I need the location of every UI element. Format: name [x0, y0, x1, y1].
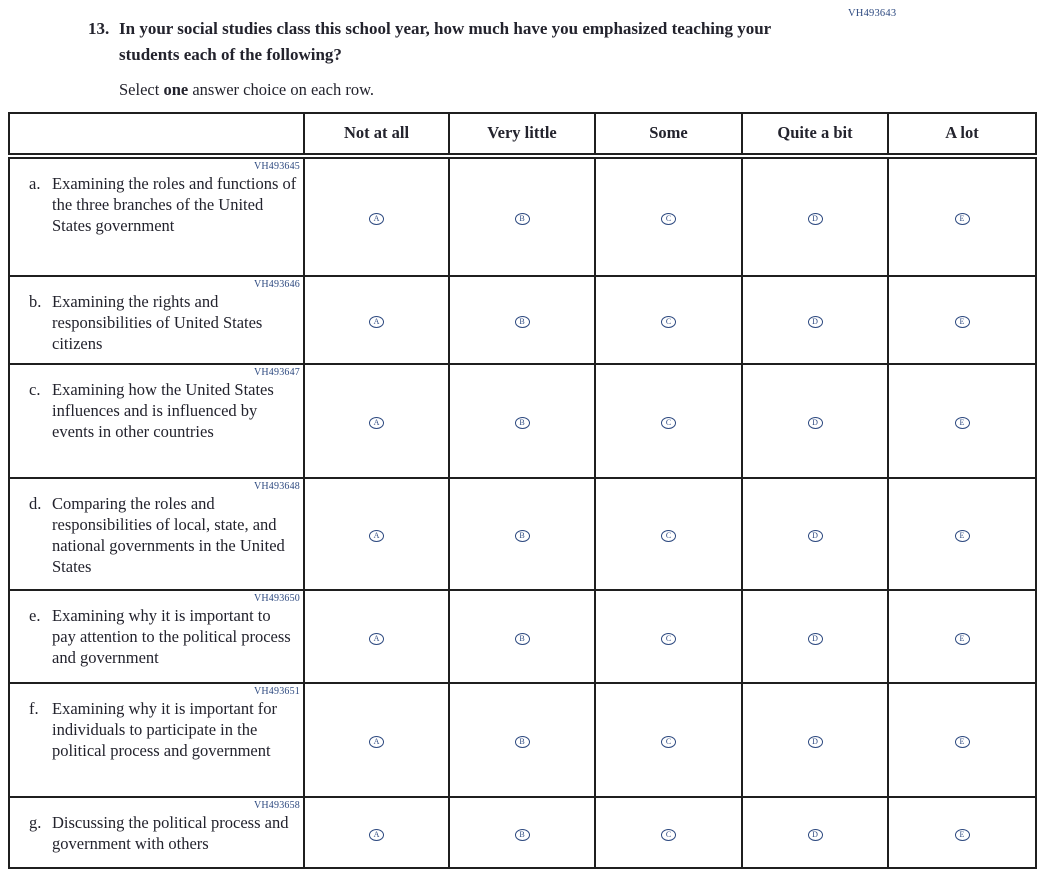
option-cell-very-little: [449, 797, 595, 868]
question-text: In your social studies class this school year, how much have you emphasized teaching your students each of the following?: [119, 19, 771, 64]
answer-bubble-c[interactable]: C: [661, 633, 676, 645]
option-cell-not-at-all: [304, 478, 449, 590]
answer-bubble-b[interactable]: B: [515, 316, 530, 328]
answer-table: [8, 112, 1037, 869]
answer-bubble-e[interactable]: E: [955, 829, 970, 841]
answer-bubble-c[interactable]: C: [661, 736, 676, 748]
row-text: Examining the roles and functions of the three branches of the United States government: [52, 174, 297, 235]
option-cell-quite-a-bit: [742, 364, 888, 478]
option-cell-quite-a-bit: [742, 478, 888, 590]
column-header-very-little: Very little: [449, 113, 595, 156]
answer-bubble-b[interactable]: B: [515, 736, 530, 748]
answer-bubble-d[interactable]: D: [808, 417, 823, 429]
option-cell-very-little: [449, 683, 595, 797]
option-cell-a-lot: [888, 590, 1036, 683]
option-cell-a-lot: [888, 797, 1036, 868]
row-code: VH493646: [253, 279, 300, 290]
table-row-g: [9, 797, 1036, 868]
table-row-f: [9, 683, 1036, 797]
option-cell-quite-a-bit: [742, 683, 888, 797]
option-cell-not-at-all: [304, 797, 449, 868]
row-label-cell: [9, 590, 304, 683]
answer-bubble-c[interactable]: C: [661, 530, 676, 542]
option-cell-very-little: [449, 478, 595, 590]
row-label-column-header: [9, 113, 304, 156]
answer-bubble-a[interactable]: A: [369, 213, 384, 225]
option-cell-some: [595, 683, 742, 797]
answer-bubble-d[interactable]: D: [808, 736, 823, 748]
instruction-bold-word: one: [163, 80, 189, 99]
option-cell-quite-a-bit: [742, 590, 888, 683]
row-letter: e.: [29, 606, 41, 625]
option-cell-a-lot: [888, 364, 1036, 478]
row-label-cell: [9, 156, 304, 276]
answer-bubble-e[interactable]: E: [955, 530, 970, 542]
instruction-suffix: answer choice on each row.: [188, 80, 375, 99]
answer-bubble-a[interactable]: A: [369, 633, 384, 645]
option-cell-not-at-all: [304, 683, 449, 797]
option-cell-not-at-all: [304, 590, 449, 683]
answer-bubble-d[interactable]: D: [808, 829, 823, 841]
row-text: Examining how the United States influences and is influenced by events in other countries: [52, 380, 274, 441]
answer-bubble-b[interactable]: B: [515, 829, 530, 841]
row-letter: a.: [29, 174, 41, 193]
table-row-a: [9, 156, 1036, 276]
answer-bubble-c[interactable]: C: [661, 213, 676, 225]
table-row-c: [9, 364, 1036, 478]
row-label-cell: [9, 478, 304, 590]
answer-bubble-a[interactable]: A: [369, 417, 384, 429]
column-header-some: Some: [595, 113, 742, 156]
question-number: 13.: [88, 19, 110, 38]
row-code: VH493650: [253, 593, 300, 604]
answer-bubble-a[interactable]: A: [369, 530, 384, 542]
answer-bubble-d[interactable]: D: [808, 213, 823, 225]
option-cell-a-lot: [888, 683, 1036, 797]
option-cell-quite-a-bit: [742, 276, 888, 364]
row-text: Examining why it is important for individuals to participate in the political process and government: [52, 699, 278, 760]
answer-bubble-e[interactable]: E: [955, 633, 970, 645]
option-cell-quite-a-bit: [742, 156, 888, 276]
row-code: VH493658: [253, 800, 300, 811]
option-cell-not-at-all: [304, 364, 449, 478]
question-instruction: [119, 79, 828, 101]
answer-bubble-e[interactable]: E: [955, 213, 970, 225]
option-cell-some: [595, 276, 742, 364]
row-label-cell: [9, 276, 304, 364]
answer-bubble-d[interactable]: D: [808, 633, 823, 645]
answer-bubble-c[interactable]: C: [661, 417, 676, 429]
row-letter: g.: [29, 813, 42, 832]
row-code: VH493647: [253, 367, 300, 378]
row-text: Examining why it is important to pay attention to the political process and government: [52, 606, 291, 667]
answer-bubble-b[interactable]: B: [515, 213, 530, 225]
table-row-e: [9, 590, 1036, 683]
table-row-b: [9, 276, 1036, 364]
option-cell-not-at-all: [304, 276, 449, 364]
answer-bubble-a[interactable]: A: [369, 736, 384, 748]
option-cell-very-little: [449, 590, 595, 683]
column-header-quite-a-bit: Quite a bit: [742, 113, 888, 156]
option-cell-some: [595, 364, 742, 478]
header-row: [9, 113, 1036, 156]
answer-bubble-b[interactable]: B: [515, 633, 530, 645]
row-letter: f.: [29, 699, 39, 718]
option-cell-very-little: [449, 156, 595, 276]
row-code: VH493645: [253, 161, 300, 172]
question-block: [88, 16, 828, 101]
row-letter: b.: [29, 292, 42, 311]
answer-bubble-b[interactable]: B: [515, 530, 530, 542]
answer-bubble-c[interactable]: C: [661, 316, 676, 328]
option-cell-very-little: [449, 364, 595, 478]
answer-bubble-e[interactable]: E: [955, 316, 970, 328]
row-text: Discussing the political process and government with others: [52, 813, 289, 853]
option-cell-a-lot: [888, 478, 1036, 590]
answer-bubble-e[interactable]: E: [955, 736, 970, 748]
row-label-cell: [9, 797, 304, 868]
instruction-prefix: Select: [119, 80, 164, 99]
row-letter: d.: [29, 494, 42, 513]
option-cell-not-at-all: [304, 156, 449, 276]
answer-bubble-e[interactable]: E: [955, 417, 970, 429]
option-cell-quite-a-bit: [742, 797, 888, 868]
form-code: VH493643: [848, 8, 897, 19]
table-row-d: [9, 478, 1036, 590]
row-label-cell: [9, 683, 304, 797]
row-code: VH493648: [253, 481, 300, 492]
option-cell-some: [595, 797, 742, 868]
option-cell-a-lot: [888, 156, 1036, 276]
answer-bubble-a[interactable]: A: [369, 316, 384, 328]
column-header-not-at-all: Not at all: [304, 113, 449, 156]
answer-bubble-c[interactable]: C: [661, 829, 676, 841]
answer-bubble-d[interactable]: D: [808, 530, 823, 542]
option-cell-some: [595, 156, 742, 276]
row-code: VH493651: [253, 686, 300, 697]
answer-bubble-a[interactable]: A: [369, 829, 384, 841]
column-header-a-lot: A lot: [888, 113, 1036, 156]
option-cell-a-lot: [888, 276, 1036, 364]
row-label-cell: [9, 364, 304, 478]
row-letter: c.: [29, 380, 41, 399]
answer-bubble-d[interactable]: D: [808, 316, 823, 328]
row-text: Examining the rights and responsibilities of United States citizens: [52, 292, 263, 353]
option-cell-some: [595, 478, 742, 590]
option-cell-very-little: [449, 276, 595, 364]
answer-bubble-b[interactable]: B: [515, 417, 530, 429]
row-text: Comparing the roles and responsibilities of local, state, and national governments in the United States: [52, 494, 285, 576]
option-cell-some: [595, 590, 742, 683]
